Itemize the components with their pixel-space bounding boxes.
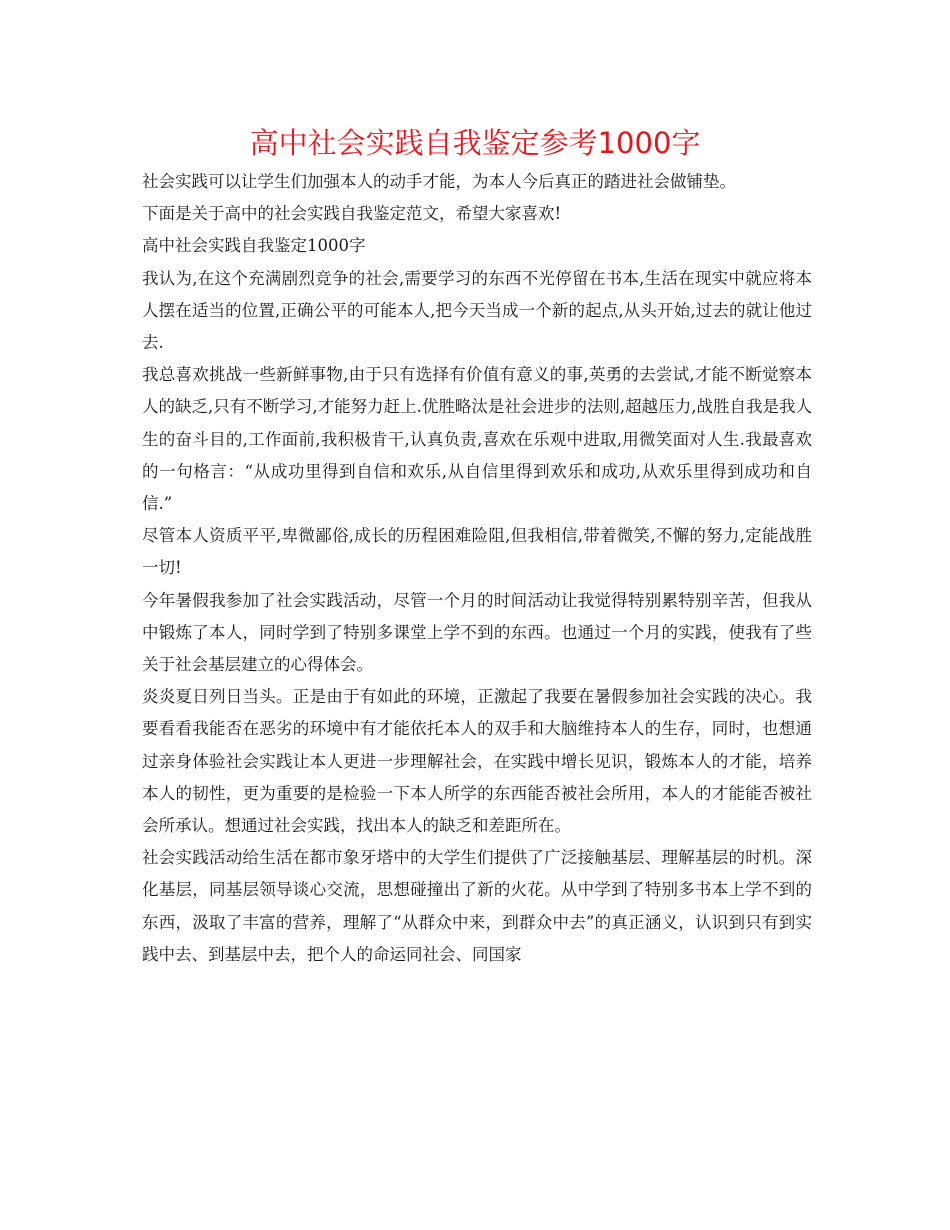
paragraph-subheading: 高中社会实践自我鉴定1000字 — [142, 236, 366, 256]
paragraph-intro: 社会实践可以让学生们加强本人的动手才能，为本人今后真正的踏进社会做铺垫。 — [142, 172, 736, 191]
paragraph: 社会实践活动给生活在都市象牙塔中的大学生们提供了广泛接触基层、理解基层的时机。深化基层，同基层领导谈心交流，思想碰撞出了新的火花。从中学到了特别多书本上学不到的东西，汲取了丰富的营养，理解了“从群众中来，到群众中去”的真正涵义，认识到只有到实践中去、到基层中去，把个人的命运同社会、同国家 — [142, 848, 812, 964]
document-body — [142, 166, 812, 971]
paragraph: 我总喜欢挑战一些新鲜事物,由于只有选择有价值有意义的事,英勇的去尝试,才能不断觉察本人的缺乏,只有不断学习,才能努力赶上.优胜略汰是社会进步的法则,超越压力,战胜自我是我人生的奋斗目的,工作面前,我积极肯干,认真负责,喜欢在乐观中进取,用微笑面对人生.我最喜欢的一句格言：“从成功里得到自信和欢乐,从自信里得到欢乐和成功,从欢乐里得到成功和自信.” — [142, 365, 812, 514]
paragraph: 今年暑假我参加了社会实践活动，尽管一个月的时间活动让我觉得特别累特别辛苦，但我从中锻炼了本人，同时学到了特别多课堂上学不到的东西。也通过一个月的实践，使我有了些关于社会基层建立的心得体会。 — [142, 590, 812, 675]
document-title: 高中社会实践自我鉴定参考1000字 — [249, 126, 701, 160]
paragraph: 我认为,在这个充满剧烈竞争的社会,需要学习的东西不光停留在书本,生活在现实中就应将本人摆在适当的位置,正确公平的可能本人,把今天当成一个新的起点,从头开始,过去的就让他过去. — [142, 268, 812, 353]
paragraph-preface: 下面是关于高中的社会实践自我鉴定范文，希望大家喜欢! — [142, 204, 562, 224]
paragraph: 炎炎夏日列日当头。正是由于有如此的环境，正激起了我要在暑假参加社会实践的决心。我要看看我能否在恶劣的环境中有才能依托本人的双手和大脑维持本人的生存，同时，也想通过亲身体验社会实践让本人更进一步理解社会，在实践中增长见识，锻炼本人的才能，培养本人的韧性，更为重要的是检验一下本人所学的东西能否被社会所用，本人的才能能否被社会所承认。想通过社会实践，找出本人的缺乏和差距所在。 — [142, 687, 812, 836]
paragraph: 尽管本人资质平平,卑微鄙俗,成长的历程困难险阻,但我相信,带着微笑,不懈的努力,定能战胜一切! — [142, 526, 812, 578]
